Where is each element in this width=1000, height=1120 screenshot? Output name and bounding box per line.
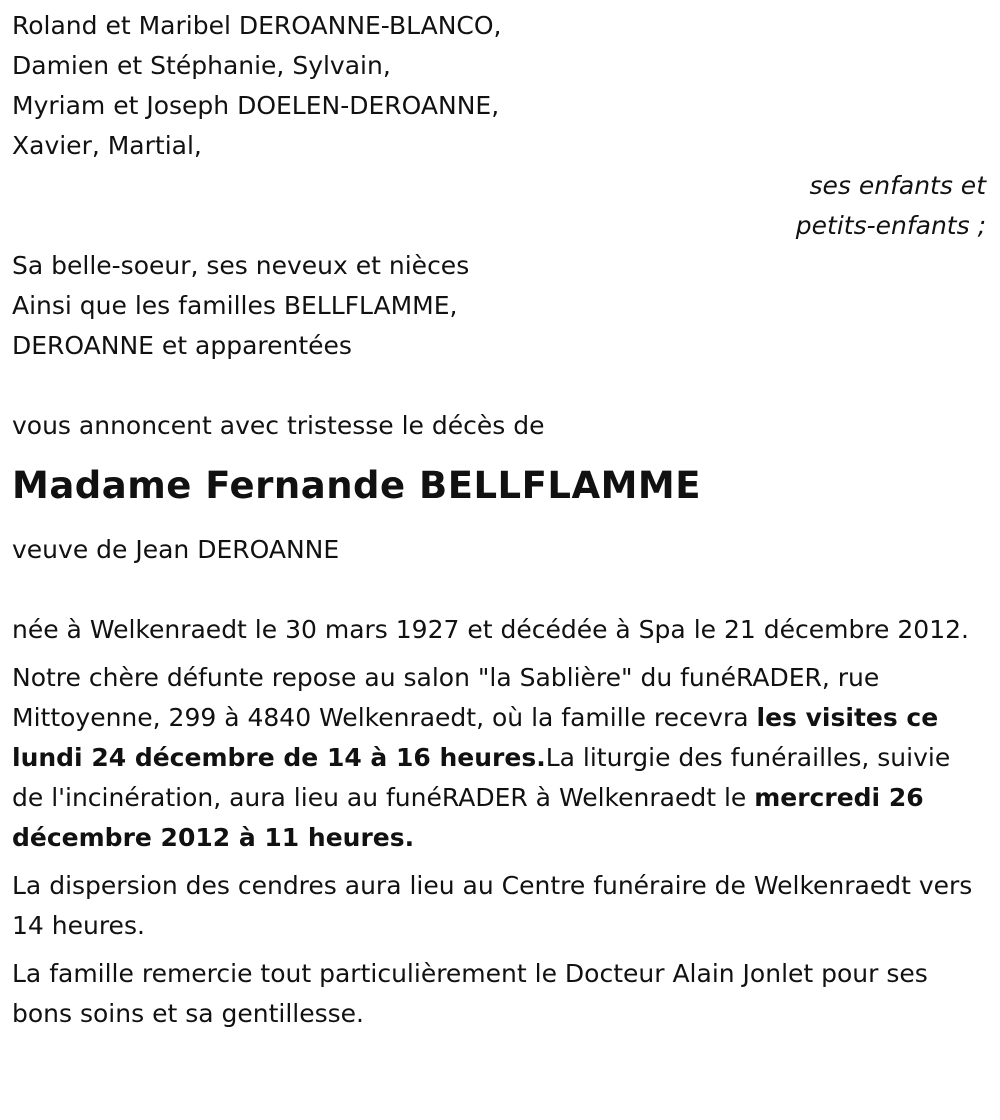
family-line-1: Roland et Maribel DEROANNE-BLANCO,: [12, 11, 502, 40]
family-line-2: Damien et Stéphanie, Sylvain,: [12, 51, 391, 80]
family-list: [12, 6, 988, 166]
deceased-name: Madame Fernande BELLFLAMME: [12, 464, 702, 507]
rest-text-2: La liturgie des funérailles, suivie de l'incinération, aura lieu au funéRADER à Welkenraedt le: [12, 743, 951, 812]
family-line-3: Myriam et Joseph DOELEN-DEROANNE,: [12, 91, 500, 120]
children-note: [12, 166, 988, 246]
relatives-list: [12, 246, 988, 366]
thanks-paragraph: La famille remercie tout particulièrement le Docteur Alain Jonlet pour ses bons soins et sa gentillesse.: [12, 959, 928, 1028]
rest-paragraph: [12, 658, 988, 858]
funeral-date: mercredi 26 décembre 2012 à 11 heures.: [12, 783, 924, 852]
birth-death: née à Welkenraedt le 30 mars 1927 et décédée à Spa le 21 décembre 2012.: [12, 615, 969, 644]
widow-of: veuve de Jean DEROANNE: [12, 535, 340, 564]
relatives-line-3: DEROANNE et apparentées: [12, 331, 352, 360]
family-line-4: Xavier, Martial,: [12, 131, 202, 160]
ashes-paragraph: La dispersion des cendres aura lieu au Centre funéraire de Welkenraedt vers 14 heures.: [12, 871, 973, 940]
children-note-line-2: petits-enfants ;: [795, 211, 986, 240]
visits-info: les visites ce lundi 24 décembre de 14 à 16 heures.: [12, 703, 939, 772]
relatives-line-2: Ainsi que les familles BELLFLAMME,: [12, 291, 458, 320]
children-note-line-1: ses enfants et: [809, 171, 986, 200]
relatives-line-1: Sa belle-soeur, ses neveux et nièces: [12, 251, 470, 280]
announcement: vous annoncent avec tristesse le décès de: [12, 411, 545, 440]
rest-text-1: Notre chère défunte repose au salon "la Sablière" du funéRADER, rue Mittoyenne, 299 à 4840 Welkenraedt, où la famille recevra: [12, 663, 880, 732]
